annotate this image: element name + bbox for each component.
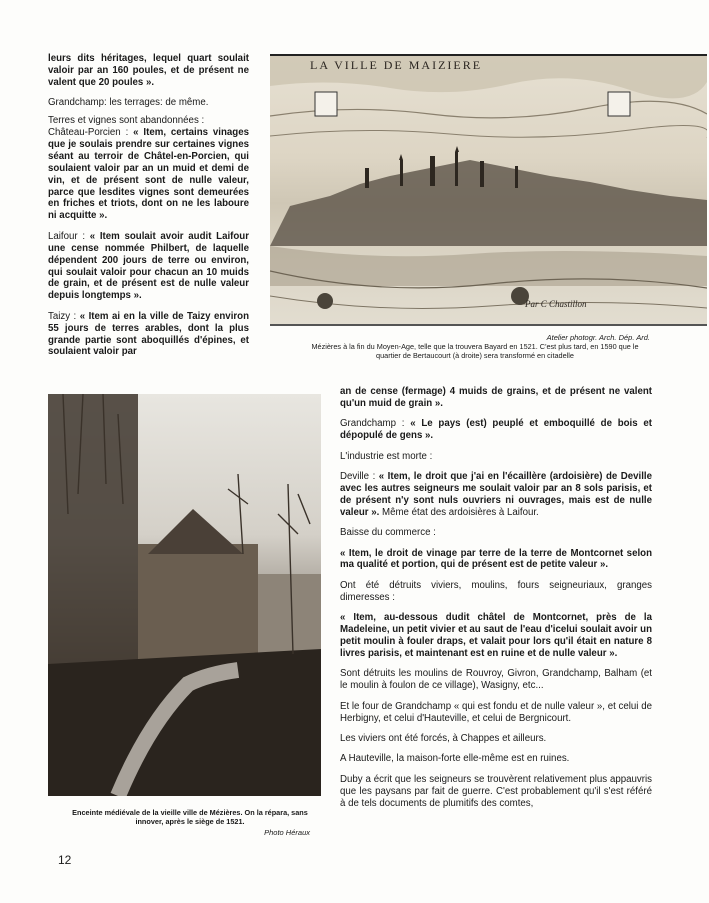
right-paragraph-7: Ont été détruits viviers, moulins, fours seigneuriaux, granges dimeresses : [340, 579, 652, 603]
left-paragraph-3-place: Château-Porcien : [48, 127, 129, 139]
engraving-caption: Mézières à la fin du Moyen-Age, telle que la trouvera Bayard en 1521. C'est plus tard, en 1590 que le quartier de Bertaucourt (à droite) sera transformé en citadelle [311, 342, 639, 361]
right-paragraph-10-start: Et le four de Grandchamp [340, 700, 452, 712]
right-paragraph-8: « Item, au-dessous dudit châtel de Montcornet, près de la Madeleine, un petit vivier et au saut de l'eau d'icelui soulait avoir un petit moulin à fouler draps, et valait pour lors qu'il était en nature 8 livres parisis, et maintenant est en ruine et de nulle valeur ». [340, 612, 652, 659]
right-paragraph-10-quote: « qui est fondu et de nulle valeur », [453, 700, 605, 712]
right-paragraph-11: Les viviers ont été forcés, à Chappes et ailleurs. [340, 732, 547, 744]
left-paragraph-5 [48, 311, 249, 359]
right-paragraph-9: Sont détruits les moulins de Rouvroy, Givron, Grandchamp, Balham (et le moulin à foulon de ce village), Wasigny, etc... [340, 668, 652, 692]
left-column [48, 53, 249, 367]
left-paragraph-5-place: Taizy : [48, 310, 77, 322]
engraving-image [270, 54, 707, 326]
engraving-credit: Atelier photogr. Arch. Dép. Ard. [546, 333, 650, 342]
rampart-drawing [48, 394, 321, 796]
left-paragraph-5-quote: « Item ai en la ville de Taizy environ 55 jours de terres arables, dont la plus grande partie sont aboquillés d'épines, et soulaient valoir par [48, 310, 249, 358]
rampart-photo [48, 394, 321, 796]
right-paragraph-4-tail: Même état des ardoisières à Laifour. [382, 506, 539, 518]
left-paragraph-3-intro: Terres et vignes sont abandonnées : [48, 115, 205, 127]
left-paragraph-3 [48, 115, 249, 222]
right-paragraph-5: Baisse du commerce : [340, 527, 436, 539]
left-paragraph-1: leurs dits héritages, lequel quart soulait valoir par an 160 poules, et de présent ne valent que 20 poules ». [48, 53, 249, 88]
right-paragraph-4 [340, 471, 652, 519]
photo-credit: Photo Héraux [264, 828, 310, 837]
right-paragraph-12: A Hauteville, la maison-forte elle-même est en ruines. [340, 753, 570, 765]
left-paragraph-3-quote: « Item, certains vinages que je soulais prendre sur certaines vignes séant au terroir de Châtel-en-Porcien, qui soulaient valoir par an un muid et demi de vin, et de présent sont de nulle valeur, parce que lesdites vignes sont demeurées en friches et triots, dont on ne les laboure ni acquitte ». [48, 127, 249, 222]
right-paragraph-6: « Item, le droit de vinage par terre de la terre de Montcornet selon ma qualité et portion, qui de présent est de petite valeur ». [340, 547, 652, 571]
right-paragraph-4-place: Deville : [340, 471, 376, 483]
right-column [340, 386, 652, 818]
left-paragraph-2: Grandchamp: les terrages: de même. [48, 97, 209, 109]
left-paragraph-4 [48, 231, 249, 302]
engraving-title: LA VILLE DE MAIZIERE [310, 58, 483, 72]
right-paragraph-1: an de cense (fermage) 4 muids de grains, et de présent ne valent qu'un muid de grain ». [340, 386, 652, 409]
right-paragraph-3: L'industrie est morte : [340, 450, 433, 462]
page-number: 12 [58, 853, 72, 867]
left-paragraph-4-quote: « Item soulait avoir audit Laifour une cense nommée Philbert, de laquelle dépendent 200 jours de terre ou environ, qui soulait valoir pour chacun an 10 muids de grain, et de présent est de nulle valeur depuis longtemps ». [48, 230, 249, 302]
right-paragraph-13: Duby a écrit que les seigneurs se trouvèrent relativement plus appauvris que les paysans par fait de guerre. C'est probablement qu'il s'est référé à de tels documents de plumitifs des comtes, [340, 773, 652, 809]
left-paragraph-4-place: Laifour : [48, 230, 86, 242]
right-paragraph-4-quote: « Item, le droit que j'ai en l'écaillère (ardoisière) de Deville avec les autres seigneurs me soulait valoir par an 8 sols parisis, et de présent n'y sont nuls ouvriers ni ouvrages, mais est de nulle valeur ». [340, 471, 652, 518]
right-paragraph-10-end: et celui de Herbigny, et celui d'Hauteville, et celui de Bergnicourt. [340, 700, 652, 724]
right-paragraph-2 [340, 418, 652, 442]
right-paragraph-10 [340, 701, 652, 725]
photo-caption: Enceinte médiévale de la vieille ville de Mézières. On la répara, sans innover, après le siège de 1521. [72, 808, 308, 827]
right-paragraph-2-place: Grandchamp : [340, 418, 405, 430]
right-paragraph-2-quote: « Le pays (est) peuplé et emboquillé de bois et dépopulé de gens ». [340, 418, 652, 442]
engraving-signature: Par C Chastillon [525, 299, 587, 309]
engraving-drawing [270, 56, 707, 324]
